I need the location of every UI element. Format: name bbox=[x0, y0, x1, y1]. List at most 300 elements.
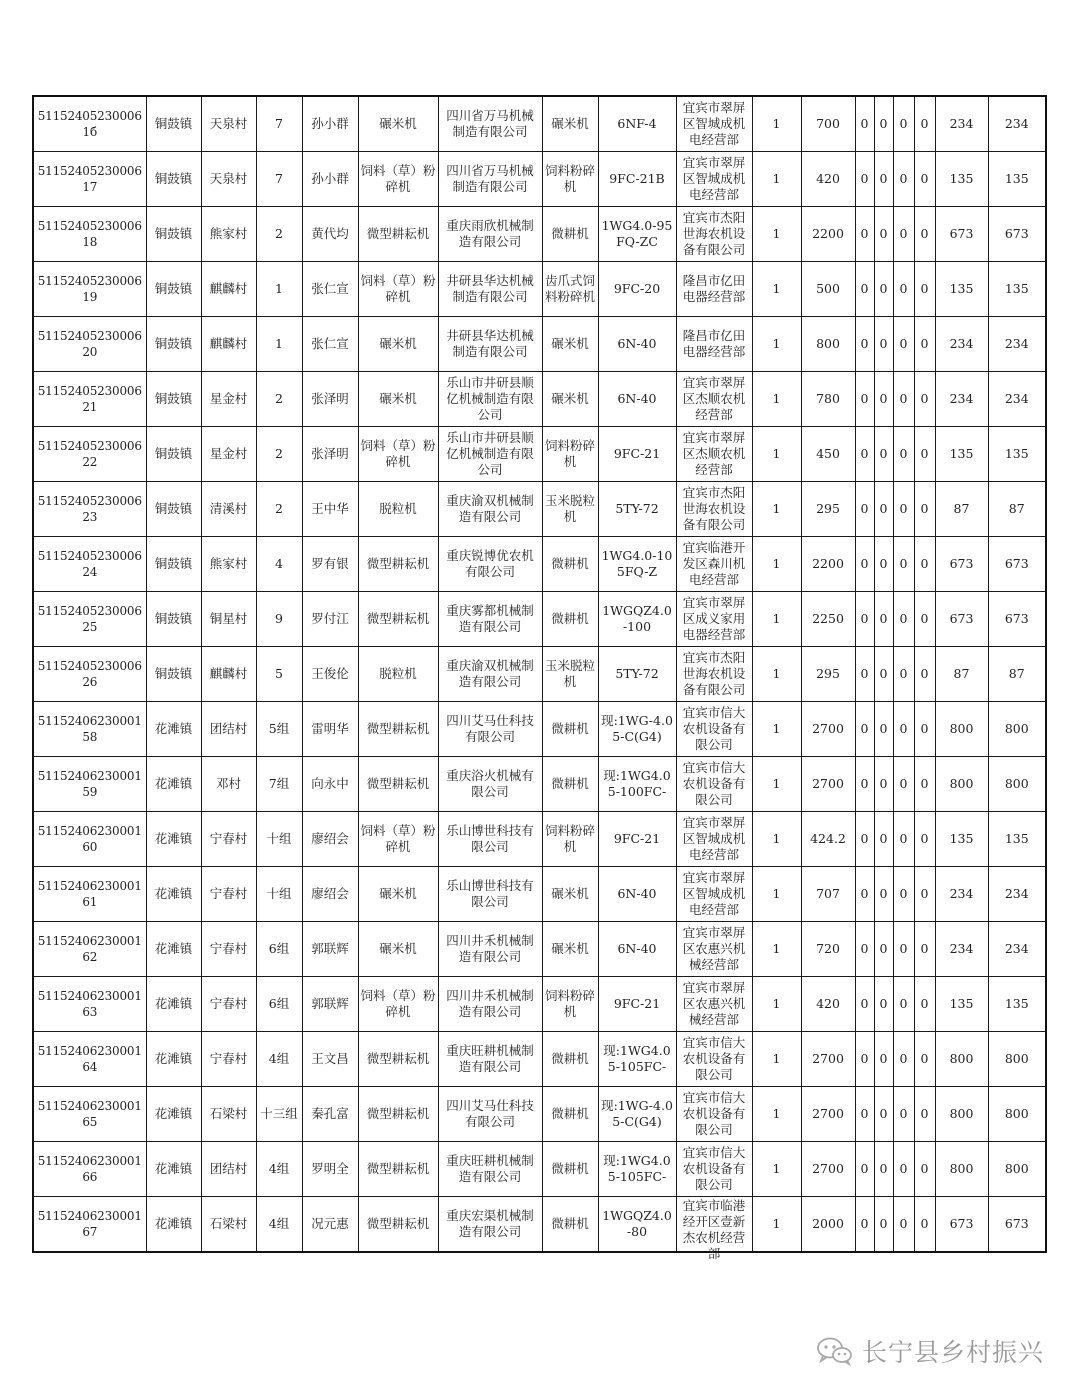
table-cell bbox=[598, 372, 676, 427]
table-cell bbox=[801, 1032, 855, 1087]
table-cell bbox=[676, 757, 752, 812]
table-cell bbox=[146, 482, 201, 537]
table-cell bbox=[542, 757, 598, 812]
cell-text: 碾米机 bbox=[551, 336, 589, 351]
table-cell bbox=[598, 977, 676, 1032]
cell-text: 720 bbox=[816, 941, 840, 956]
cell-text: 重庆渝双机械制造有限公司 bbox=[446, 493, 534, 524]
cell-text: 5115240523000620 bbox=[37, 329, 142, 359]
table-cell bbox=[893, 1087, 914, 1142]
table-cell bbox=[542, 152, 598, 207]
cell-text: 宜宾市翠屏区杰顺农机经营部 bbox=[682, 375, 746, 422]
cell-text: 重庆渝双机械制造有限公司 bbox=[446, 658, 534, 689]
table-cell bbox=[201, 867, 256, 922]
cell-text: 0 bbox=[860, 776, 869, 791]
cell-text: 6组 bbox=[268, 941, 290, 956]
cell-text: 800 bbox=[1004, 721, 1029, 736]
table-cell bbox=[201, 482, 256, 537]
table-row bbox=[33, 482, 1046, 537]
table-cell bbox=[752, 867, 801, 922]
cell-text: 5 bbox=[275, 666, 283, 681]
table-cell bbox=[542, 262, 598, 317]
cell-text: 张仁宣 bbox=[311, 336, 349, 351]
cell-text: 微耕机 bbox=[551, 1051, 589, 1066]
table-cell bbox=[598, 592, 676, 647]
cell-text: 宜宾市信大农机设备有限公司 bbox=[682, 1035, 746, 1082]
table-cell bbox=[201, 757, 256, 812]
table-cell bbox=[935, 207, 988, 262]
table-cell bbox=[874, 1087, 893, 1142]
table-cell bbox=[676, 262, 752, 317]
table-cell bbox=[33, 482, 146, 537]
cell-text: 孙小群 bbox=[311, 116, 349, 131]
table-cell bbox=[676, 317, 752, 372]
table-cell bbox=[988, 592, 1046, 647]
table-cell bbox=[874, 922, 893, 977]
table-cell bbox=[676, 647, 752, 702]
table-cell bbox=[752, 537, 801, 592]
table-cell bbox=[914, 96, 935, 152]
table-cell bbox=[201, 702, 256, 757]
cell-text: 1 bbox=[772, 336, 781, 351]
cell-text: 微型耕耘机 bbox=[366, 611, 430, 626]
table-cell bbox=[676, 1087, 752, 1142]
table-cell bbox=[438, 537, 542, 592]
table-cell bbox=[874, 372, 893, 427]
table-cell bbox=[146, 372, 201, 427]
cell-text: 0 bbox=[899, 666, 908, 681]
table-cell bbox=[33, 372, 146, 427]
table-cell bbox=[935, 757, 988, 812]
cell-text: 团结村 bbox=[209, 1161, 248, 1176]
table-cell bbox=[801, 592, 855, 647]
table-cell bbox=[935, 702, 988, 757]
cell-text: 四川井禾机械制造有限公司 bbox=[446, 988, 534, 1019]
cell-text: 微耕机 bbox=[551, 1161, 589, 1176]
table-cell bbox=[914, 262, 935, 317]
table-cell bbox=[914, 812, 935, 867]
cell-text: 星金村 bbox=[209, 446, 248, 461]
table-cell bbox=[935, 1142, 988, 1197]
cell-text: 0 bbox=[860, 336, 869, 351]
table-cell bbox=[302, 812, 358, 867]
table-cell bbox=[146, 757, 201, 812]
cell-text: 0 bbox=[899, 391, 908, 406]
cell-text: 800 bbox=[949, 1051, 974, 1066]
cell-text: 0 bbox=[899, 501, 908, 516]
table-cell bbox=[438, 592, 542, 647]
cell-text: 罗付江 bbox=[311, 611, 349, 626]
table-cell bbox=[914, 152, 935, 207]
cell-text: 234 bbox=[949, 336, 974, 351]
table-cell bbox=[801, 1197, 855, 1253]
cell-text: 5115240623000166 bbox=[37, 1154, 142, 1184]
cell-text: 微型耕耘机 bbox=[366, 1216, 430, 1231]
cell-text: 2700 bbox=[812, 1051, 844, 1066]
table-row bbox=[33, 96, 1046, 152]
table-cell bbox=[935, 317, 988, 372]
cell-text: 微耕机 bbox=[551, 721, 589, 736]
cell-text: 673 bbox=[1004, 1216, 1029, 1231]
table-cell bbox=[893, 482, 914, 537]
cell-text: 1 bbox=[772, 1106, 781, 1121]
table-cell bbox=[988, 1197, 1046, 1253]
cell-text: 宁春村 bbox=[209, 831, 248, 846]
cell-text: 微耕机 bbox=[551, 611, 589, 626]
cell-text: 四川艾马仕科技有限公司 bbox=[446, 1098, 534, 1129]
cell-text: 700 bbox=[816, 116, 840, 131]
table-cell bbox=[914, 537, 935, 592]
table-cell bbox=[855, 1087, 874, 1142]
cell-text: 王文昌 bbox=[311, 1051, 349, 1066]
cell-text: 邓村 bbox=[215, 776, 241, 791]
cell-text: 宜宾市翠屏区智城成机电经营部 bbox=[682, 815, 746, 862]
cell-text: 0 bbox=[899, 1106, 908, 1121]
table-cell bbox=[935, 1032, 988, 1087]
cell-text: 0 bbox=[920, 391, 929, 406]
table-cell bbox=[146, 812, 201, 867]
cell-text: 5115240623000161 bbox=[37, 879, 142, 909]
table-cell bbox=[676, 922, 752, 977]
cell-text: 0 bbox=[920, 1161, 929, 1176]
cell-text: 宜宾市临港经开区壹新杰农机经营部 bbox=[682, 1198, 746, 1261]
table-cell bbox=[201, 427, 256, 482]
table-cell bbox=[302, 757, 358, 812]
cell-text: 宜宾市翠屏区智城成机电经营部 bbox=[682, 870, 746, 917]
cell-text: 5115240523000622 bbox=[37, 439, 142, 469]
table-cell bbox=[988, 702, 1046, 757]
table-cell bbox=[874, 207, 893, 262]
table-cell bbox=[438, 647, 542, 702]
cell-text: 现:1WG-4.05-C(G4) bbox=[601, 713, 673, 744]
cell-text: 花滩镇 bbox=[154, 776, 193, 791]
table-cell bbox=[874, 1142, 893, 1197]
cell-text: 宁春村 bbox=[209, 996, 248, 1011]
cell-text: 星金村 bbox=[209, 391, 248, 406]
cell-text: 0 bbox=[920, 611, 929, 626]
table-cell bbox=[146, 1032, 201, 1087]
cell-text: 800 bbox=[1004, 1051, 1029, 1066]
table-cell bbox=[874, 1197, 893, 1253]
cell-text: 0 bbox=[860, 1216, 869, 1231]
cell-text: 0 bbox=[920, 336, 929, 351]
table-cell bbox=[893, 1142, 914, 1197]
table-cell bbox=[598, 207, 676, 262]
cell-text: 0 bbox=[860, 611, 869, 626]
table-row bbox=[33, 757, 1046, 812]
table-cell bbox=[988, 207, 1046, 262]
cell-text: 0 bbox=[879, 666, 888, 681]
table-cell bbox=[988, 427, 1046, 482]
table-cell bbox=[752, 1197, 801, 1253]
table-cell bbox=[676, 152, 752, 207]
table-cell bbox=[752, 1087, 801, 1142]
cell-text: 1 bbox=[772, 556, 781, 571]
cell-text: 微型耕耘机 bbox=[366, 1161, 430, 1176]
table-cell bbox=[542, 977, 598, 1032]
cell-text: 天泉村 bbox=[209, 171, 248, 186]
table-cell bbox=[302, 262, 358, 317]
table-cell bbox=[358, 1197, 438, 1253]
table-cell bbox=[752, 317, 801, 372]
table-cell bbox=[302, 1087, 358, 1142]
table-row bbox=[33, 262, 1046, 317]
cell-text: 张泽明 bbox=[311, 391, 349, 406]
table-cell bbox=[598, 427, 676, 482]
cell-text: 重庆雨欣机械制造有限公司 bbox=[446, 218, 534, 249]
cell-text: 宜宾市杰阳世海农机设备有限公司 bbox=[682, 650, 746, 697]
table-cell bbox=[542, 207, 598, 262]
cell-text: 0 bbox=[899, 776, 908, 791]
table-cell bbox=[256, 482, 302, 537]
cell-text: 87 bbox=[1008, 501, 1025, 516]
table-cell bbox=[201, 207, 256, 262]
table-cell bbox=[598, 757, 676, 812]
table-cell bbox=[33, 977, 146, 1032]
cell-text: 0 bbox=[879, 1216, 888, 1231]
cell-text: 0 bbox=[899, 171, 908, 186]
cell-text: 铜鼓镇 bbox=[154, 501, 193, 516]
cell-text: 87 bbox=[1008, 666, 1025, 681]
cell-text: 0 bbox=[920, 446, 929, 461]
cell-text: 5115240623000162 bbox=[37, 934, 142, 964]
cell-text: 450 bbox=[816, 446, 840, 461]
table-cell bbox=[598, 152, 676, 207]
cell-text: 234 bbox=[1004, 336, 1029, 351]
table-cell bbox=[146, 152, 201, 207]
table-cell bbox=[256, 427, 302, 482]
table-cell bbox=[598, 1197, 676, 1253]
cell-text: 微耕机 bbox=[551, 776, 589, 791]
cell-text: 0 bbox=[860, 1106, 869, 1121]
cell-text: 铜鼓镇 bbox=[154, 226, 193, 241]
table-cell bbox=[438, 1032, 542, 1087]
cell-text: 6组 bbox=[268, 996, 290, 1011]
cell-text: 5TY-72 bbox=[615, 666, 659, 681]
table-cell bbox=[676, 427, 752, 482]
table-cell bbox=[914, 1032, 935, 1087]
cell-text: 800 bbox=[949, 1161, 974, 1176]
table-cell bbox=[752, 702, 801, 757]
cell-text: 张仁宣 bbox=[311, 281, 349, 296]
table-cell bbox=[935, 372, 988, 427]
table-cell bbox=[302, 922, 358, 977]
table-row bbox=[33, 207, 1046, 262]
table-cell bbox=[988, 812, 1046, 867]
table-cell bbox=[201, 1032, 256, 1087]
cell-text: 1WGQZ4.0-80 bbox=[602, 1208, 672, 1239]
table-cell bbox=[256, 702, 302, 757]
table-cell bbox=[676, 482, 752, 537]
table-cell bbox=[438, 757, 542, 812]
table-cell bbox=[988, 1032, 1046, 1087]
table-cell bbox=[801, 757, 855, 812]
table-cell bbox=[358, 262, 438, 317]
cell-text: 1 bbox=[772, 446, 781, 461]
table-cell bbox=[33, 1197, 146, 1253]
table-cell bbox=[201, 96, 256, 152]
table-cell bbox=[201, 537, 256, 592]
table-cell bbox=[676, 372, 752, 427]
table-cell bbox=[752, 812, 801, 867]
table-cell bbox=[146, 1197, 201, 1253]
cell-text: 135 bbox=[1004, 281, 1029, 296]
cell-text: 2700 bbox=[812, 1106, 844, 1121]
cell-text: 420 bbox=[816, 996, 840, 1011]
table-cell bbox=[146, 647, 201, 702]
cell-text: 0 bbox=[920, 776, 929, 791]
cell-text: 6N-40 bbox=[617, 336, 657, 351]
cell-text: 十组 bbox=[266, 886, 292, 901]
table-cell bbox=[438, 262, 542, 317]
cell-text: 张泽明 bbox=[311, 446, 349, 461]
cell-text: 宜宾市杰阳世海农机设备有限公司 bbox=[682, 485, 746, 532]
cell-text: 1 bbox=[772, 666, 781, 681]
table-cell bbox=[542, 96, 598, 152]
table-cell bbox=[146, 867, 201, 922]
cell-text: 乐山市井研县顺亿机械制造有限公司 bbox=[446, 430, 534, 477]
cell-text: 井研县华达机械制造有限公司 bbox=[446, 273, 534, 304]
table-row bbox=[33, 427, 1046, 482]
cell-text: 1 bbox=[772, 116, 781, 131]
table-cell bbox=[676, 1197, 752, 1261]
table-cell bbox=[874, 537, 893, 592]
table-cell bbox=[914, 482, 935, 537]
cell-text: 1WGQZ4.0-100 bbox=[602, 603, 672, 634]
cell-text: 800 bbox=[949, 776, 974, 791]
cell-text: 5115240523000617 bbox=[37, 164, 142, 194]
table-cell bbox=[988, 372, 1046, 427]
table-cell bbox=[598, 482, 676, 537]
table-cell bbox=[358, 647, 438, 702]
cell-text: 7 bbox=[275, 116, 283, 131]
table-cell bbox=[146, 592, 201, 647]
cell-text: 135 bbox=[1004, 446, 1029, 461]
table-cell bbox=[855, 317, 874, 372]
cell-text: 铜鼓镇 bbox=[154, 171, 193, 186]
cell-text: 乐山博世科技有限公司 bbox=[446, 823, 534, 854]
cell-text: 廖绍会 bbox=[311, 831, 349, 846]
table-cell bbox=[914, 922, 935, 977]
cell-text: 1 bbox=[772, 776, 781, 791]
table-cell bbox=[855, 152, 874, 207]
table-cell bbox=[914, 317, 935, 372]
table-cell bbox=[438, 702, 542, 757]
table-cell bbox=[893, 867, 914, 922]
table-cell bbox=[874, 647, 893, 702]
cell-text: 花滩镇 bbox=[154, 996, 193, 1011]
table-cell bbox=[801, 482, 855, 537]
table-cell bbox=[855, 922, 874, 977]
cell-text: 微耕机 bbox=[551, 556, 589, 571]
cell-text: 1 bbox=[772, 1161, 781, 1176]
subsidy-table bbox=[32, 95, 1047, 1261]
cell-text: 麒麟村 bbox=[209, 281, 248, 296]
cell-text: 乐山博世科技有限公司 bbox=[446, 878, 534, 909]
table-cell bbox=[598, 867, 676, 922]
cell-text: 0 bbox=[860, 666, 869, 681]
cell-text: 脱粒机 bbox=[379, 501, 417, 516]
cell-text: 宜宾临港开发区森川机电经营部 bbox=[682, 540, 746, 587]
table-cell bbox=[542, 592, 598, 647]
cell-text: 0 bbox=[920, 1106, 929, 1121]
cell-text: 隆昌市亿田电器经营部 bbox=[682, 328, 746, 359]
table-cell bbox=[752, 152, 801, 207]
table-cell bbox=[33, 152, 146, 207]
cell-text: 2 bbox=[275, 501, 283, 516]
table-cell bbox=[302, 1142, 358, 1197]
table-cell bbox=[935, 96, 988, 152]
cell-text: 800 bbox=[949, 721, 974, 736]
table-cell bbox=[542, 867, 598, 922]
table-cell bbox=[855, 427, 874, 482]
table-cell bbox=[893, 592, 914, 647]
cell-text: 5115240523000626 bbox=[37, 659, 142, 689]
table-cell bbox=[801, 427, 855, 482]
table-cell bbox=[801, 867, 855, 922]
table-row bbox=[33, 867, 1046, 922]
cell-text: 饲料（草）粉碎机 bbox=[360, 823, 436, 854]
table-row bbox=[33, 647, 1046, 702]
cell-text: 234 bbox=[1004, 391, 1029, 406]
cell-text: 0 bbox=[860, 996, 869, 1011]
cell-text: 673 bbox=[1004, 556, 1029, 571]
table-row bbox=[33, 922, 1046, 977]
cell-text: 秦孔富 bbox=[311, 1106, 349, 1121]
table-cell bbox=[801, 977, 855, 1032]
cell-text: 0 bbox=[899, 831, 908, 846]
cell-text: 0 bbox=[860, 391, 869, 406]
cell-text: 135 bbox=[1004, 996, 1029, 1011]
table-row bbox=[33, 592, 1046, 647]
cell-text: 饲料粉碎机 bbox=[544, 163, 595, 194]
table-cell bbox=[598, 96, 676, 152]
table-cell bbox=[598, 317, 676, 372]
table-cell bbox=[935, 922, 988, 977]
cell-text: 2200 bbox=[812, 556, 844, 571]
cell-text: 0 bbox=[860, 721, 869, 736]
table-cell bbox=[988, 1087, 1046, 1142]
table-cell bbox=[146, 537, 201, 592]
table-row bbox=[33, 702, 1046, 757]
cell-text: 宁春村 bbox=[209, 886, 248, 901]
table-cell bbox=[752, 757, 801, 812]
table-cell bbox=[256, 1142, 302, 1197]
cell-text: 1 bbox=[275, 336, 283, 351]
table-cell bbox=[542, 427, 598, 482]
table-cell bbox=[33, 317, 146, 372]
table-cell bbox=[676, 207, 752, 262]
cell-text: 5115240623000159 bbox=[37, 769, 142, 799]
table-cell bbox=[874, 1032, 893, 1087]
cell-text: 宜宾市信大农机设备有限公司 bbox=[682, 705, 746, 752]
cell-text: 234 bbox=[949, 941, 974, 956]
cell-text: 王中华 bbox=[311, 501, 349, 516]
cell-text: 花滩镇 bbox=[154, 1216, 193, 1231]
cell-text: 0 bbox=[899, 611, 908, 626]
table-cell bbox=[302, 867, 358, 922]
table-cell bbox=[676, 1142, 752, 1197]
table-cell bbox=[438, 207, 542, 262]
table-cell bbox=[676, 592, 752, 647]
cell-text: 673 bbox=[1004, 226, 1029, 241]
cell-text: 罗明全 bbox=[311, 1161, 349, 1176]
table-cell bbox=[542, 1197, 598, 1253]
table-cell bbox=[935, 262, 988, 317]
table-cell bbox=[676, 867, 752, 922]
table-cell bbox=[542, 1032, 598, 1087]
table-cell bbox=[256, 647, 302, 702]
